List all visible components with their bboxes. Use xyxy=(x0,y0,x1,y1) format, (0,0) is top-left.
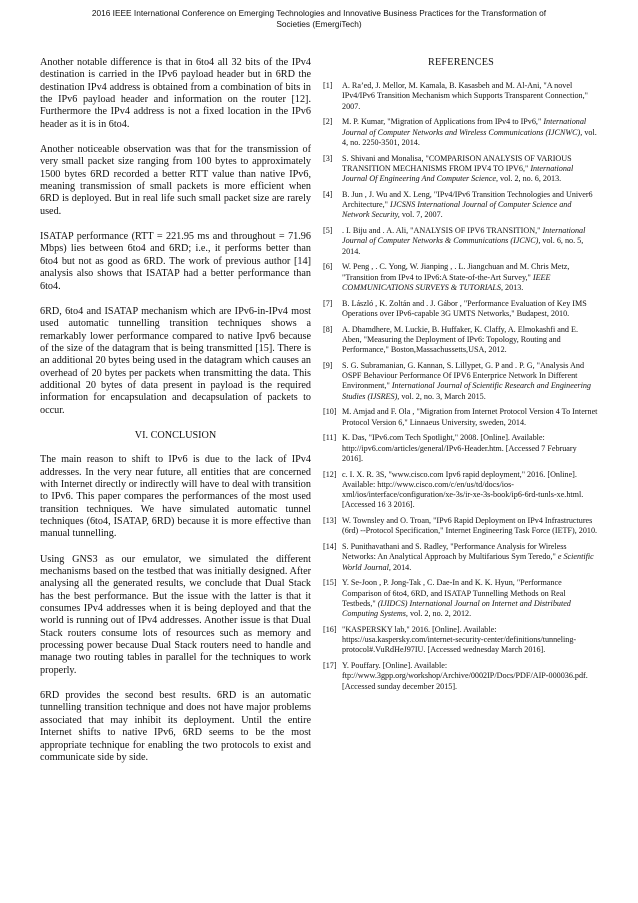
reference-text xyxy=(342,81,599,112)
conference-header xyxy=(40,8,598,29)
reference-venue: IJCSNS International Journal of Computer Science and Network Security, xyxy=(342,200,572,220)
reference-authors-title: Y. Pouffary. [Online]. Available: ftp://www.3gpp.org/workshop/Archive/0002IP/Docs/PDF/AIP-000036.pdf. [Accessed sunday december 2015]. xyxy=(342,661,588,691)
reference-authors-title: M. P. Kumar, "Migration of Applications from IPv4 to IPv6," xyxy=(342,117,544,127)
reference-authors-title: S. Shivani and Monalisa, "COMPARISON ANALYSIS OF VARIOUS TRANSITION MECHANISMS FROM IPV4 TO IPV6," xyxy=(342,153,572,173)
references-heading: REFERENCES xyxy=(428,57,494,68)
reference-number: [1] xyxy=(323,81,333,90)
reference-venue: International Journal Of Engineering And Computer Science, xyxy=(342,163,574,183)
body-paragraph: Another notable difference is that in 6to4 all 32 bits of the IPv4 destination is carried in the IPv6 payload header but in 6RD the destination IPv4 address is obtained from a combination of bits in the IPv6 payload header and information on the router [12]. Furthermore the IPv4 address is not a fixed location in the IPv6 header as it is in 6to4. xyxy=(40,57,311,130)
reference-text xyxy=(342,661,599,692)
reference-venue: International Journal of Computer Networks and Wireless Communications (IJCNWC), xyxy=(342,117,587,137)
reference-number: [3] xyxy=(323,153,333,163)
reference-authors-title: B. László , K. Zoltán and . J. Gábor , "Performance Evaluation of Key IMS Operations over IPv6-capable 3G UMTS Networks," Budapest, 2010. xyxy=(342,298,587,318)
reference-text xyxy=(342,262,599,293)
reference-text xyxy=(342,361,599,402)
reference-authors-title: B. Jun , J. Wu and X. Leng, "IPv4/IPv6 Transition Technologies and Univer6 Architecture," xyxy=(342,189,593,209)
reference-text xyxy=(342,117,599,148)
reference-venue: IEEE COMMUNICATIONS SURVEYS & TUTORIALS, xyxy=(342,272,551,292)
reference-number: [9] xyxy=(323,360,333,370)
reference-text xyxy=(342,190,599,221)
reference-item xyxy=(323,407,599,428)
reference-details: vol. 7, 2007. xyxy=(399,210,443,220)
reference-text xyxy=(342,625,599,656)
reference-details: vol. 2, no. 2, 2012. xyxy=(407,609,472,618)
reference-item xyxy=(323,154,599,185)
reference-item xyxy=(323,516,599,537)
reference-number: [5] xyxy=(323,226,333,235)
header-line-2: Societies (EmergiTech) xyxy=(276,18,362,29)
reference-number: [13] xyxy=(323,516,337,525)
reference-item xyxy=(323,81,599,112)
reference-authors-title: S. Punithavathani and S. Radley, "Performance Analysis for Wireless Networks: An Analytical Approach by Multifarious Sym Teredo," xyxy=(342,542,567,562)
reference-item xyxy=(323,433,599,464)
reference-item xyxy=(323,117,599,148)
reference-number: [15] xyxy=(323,578,337,588)
reference-number: [7] xyxy=(323,298,333,308)
reference-text xyxy=(342,407,599,428)
reference-number: [17] xyxy=(323,661,337,670)
reference-venue: International Journal of Scientific Research and Engineering Studies (IJSRES), xyxy=(342,381,591,401)
reference-item xyxy=(323,190,599,221)
reference-item xyxy=(323,470,599,511)
conclusion-paragraph: Using GNS3 as our emulator, we simulated the different mechanisms based on the testbed that was initially designed. After analysing all the generated results, we conclude that Dual Stack has the best performance. But the issue with the latter is that it consumes IPv4 addresses when it is being deployed and that the world is running out of IPv4 addresses. Another issue is that Dual Stack routers consume lots of resources such as memory and processing power because Dual Stack routers need to handle and manage two routing tables in parallel for the techniques to work properly. xyxy=(40,553,311,676)
reference-item xyxy=(323,226,599,257)
reference-details: vol. 2, no. 3, March 2015. xyxy=(399,391,486,401)
reference-text xyxy=(342,542,599,573)
reference-number: [12] xyxy=(323,469,337,479)
reference-number: [14] xyxy=(323,542,337,551)
reference-list xyxy=(323,81,599,692)
reference-authors-title: W. Townsley and O. Troan, "IPv6 Rapid Deployment on IPv4 Infrastructures (6rd) --Protocol Specification," Internet Engineering Task Force (IETF), 2010. xyxy=(342,516,598,536)
header-line-1: 2016 IEEE International Conference on Emerging Technologies and Innovative Business Practices for the Transformation of xyxy=(91,8,547,18)
section-heading-conclusion: VI. CONCLUSION xyxy=(134,429,217,441)
reference-number: [10] xyxy=(323,407,337,417)
reference-number: [6] xyxy=(323,262,333,272)
reference-authors-title: A. Dhamdhere, M. Luckie, B. Huffaker, K. Claffy, A. Elmokashfi and E. Aben, "Measuring the Deployment of IPv6: Topology, Routing and Performance," Boston,Massachussetts,USA, 2012. xyxy=(342,324,578,354)
reference-number: [2] xyxy=(323,117,333,127)
reference-text xyxy=(342,578,599,619)
reference-text xyxy=(342,154,599,185)
reference-number: [11] xyxy=(323,433,337,443)
reference-details: vol. 4, no. 2250-3501, 2014. xyxy=(342,127,597,147)
reference-authors-title: c. I. X. R. 3S, "www.cisco.com Ipv6 rapid deployment," 2016. [Online]. Available: http://www.cisco.com/c/en/us/td/docs/ios-xml/ios/interface/configuration/xe-3s/ir-xe-3s-book/ip6-6rd-tunls-xe.html. [Accessed 16 3 2016]. xyxy=(342,469,584,510)
conclusion-paragraph: 6RD provides the second best results. 6RD is an automatic tunnelling transition technique and does not have major problems associated that may inhibit its deployment. Until the entire Internet shifts to native IPv6, 6RD seems to be the most appropriate technique for enabling the two protocols to exist and communicate side by side. xyxy=(40,690,311,763)
reference-details: 2014. xyxy=(390,562,412,572)
reference-item xyxy=(323,578,599,619)
reference-authors-title: . I. Biju and . A. Ali, "ANALYSIS OF IPV6 TRANSITION," xyxy=(342,226,543,235)
reference-venue: e Scientific World Journal, xyxy=(342,552,594,572)
reference-number: [4] xyxy=(323,189,333,199)
body-paragraph: ISATAP performance (RTT = 221.95 ms and throughout = 71.96 Mbps) lies between 6to4 and 6RD; i.e., it performs better than 6to4 but not as good as 6RD. The work of previous author [14] analysis also shows that ISATAP had a better performance than 6to4. xyxy=(40,231,311,292)
left-column xyxy=(40,57,311,777)
reference-text xyxy=(342,299,599,320)
right-column xyxy=(323,57,599,697)
reference-authors-title: M. Amjad and F. Ola , "Migration from Internet Protocol Version 4 To Internet Protocol Version 6," Linnaeus University, sweden, 2014. xyxy=(342,407,598,427)
body-paragraph: Another noticeable observation was that for the transmission of very small packet size ranging from 100 bytes to approximately 1500 bytes 6RD recorded a better RTT value than native IPv6, meaning transmission of small packets is more efficient when 6RD is deployed. But in real life such small packet size are rarely used. xyxy=(40,144,311,217)
reference-item xyxy=(323,625,599,656)
reference-text xyxy=(342,470,599,511)
reference-number: [8] xyxy=(323,324,333,334)
reference-item xyxy=(323,262,599,293)
reference-text xyxy=(342,433,599,464)
reference-item xyxy=(323,361,599,402)
reference-authors-title: K. Das, "IPv6.com Tech Spotlight," 2008. [Online]. Available: http://ipv6.com/articles/general/IPv6-Header.htm. [Accessed 7 February 2016]. xyxy=(342,433,577,463)
reference-details: 2013. xyxy=(503,282,524,292)
reference-number: [16] xyxy=(323,624,337,634)
reference-authors-title: "KASPERSKY lab," 2016. [Online]. Available: https://usa.kaspersky.com/internet-security-center/definitions/tunneling-protocol#.VuRdHeJ97IU. [Accessed wednesday March 2016]. xyxy=(342,624,577,655)
reference-text xyxy=(342,516,599,537)
reference-item xyxy=(323,299,599,320)
reference-details: vol. 6, no. 5, 2014. xyxy=(342,236,584,256)
reference-details: vol. 2, no. 6, 2013. xyxy=(498,174,562,183)
reference-item xyxy=(323,542,599,573)
reference-authors-title: A. Ra’ed, J. Mellor, M. Kamala, B. Kasasbeh and M. Al-Ani, "A novel IPv4/IPv6 Transition Mechanism which Supports Transparent Connection," 2007. xyxy=(342,81,588,111)
conclusion-paragraph: The main reason to shift to IPv6 is due to the lack of IPv4 addresses. In the very near future, all entities that are concerned with Internet directly or indirectly will have to deal with transition to IPv6. This paper compares the performances of the most used transition techniques. We have simulated automatic tunnel techniques (6to4, ISATAP, 6RD) because it is more effective than manual tunnelling. xyxy=(40,454,311,540)
reference-item xyxy=(323,661,599,692)
reference-authors-title: W. Peng , . C. Yong, W. Jianping , . L. Jiangchuan and M. Chris Metz, "Transition from IPv4 to IPv6:A State-of-the-Art Survey," xyxy=(342,262,570,282)
reference-authors-title: S. G. Subramanian, G. Kannan, S. Lillypet, G. P and . P. G, "Analysis And OSPF Behaviour Performance Of IPV6 Enterprice Network In Different Environment," xyxy=(342,360,585,391)
reference-text xyxy=(342,226,599,257)
reference-text xyxy=(342,325,599,356)
reference-venue: International Journal of Computer Networks & Communications (IJCNC), xyxy=(342,226,586,246)
reference-item xyxy=(323,325,599,356)
reference-authors-title: Y. Se-Joon , P. Jong-Tak , C. Dae-In and K. K. Hyun, "Performance Comparison of 6to4, 6RD, and ISATAP Tunnelling Methods on Real Testbeds," xyxy=(342,578,566,608)
reference-venue: (IJIDCS) International Journal on Internet and Distributed Computing Systems, xyxy=(342,598,571,618)
body-paragraph: 6RD, 6to4 and ISATAP mechanism which are IPv6-in-IPv4 most used automatic tunnelling transition techniques shows a remarkably lower performance compared to native Ipv6 because of the size of the datagram that is being transmitted [15]. There is an additional 20 bytes being used in the datagram which causes an overhead of 20 bytes per packets when transmitting the data. This additional 20 bytes of data present in payload is the required information for encapsulation and decapsulation of packets to occur. xyxy=(40,305,311,416)
